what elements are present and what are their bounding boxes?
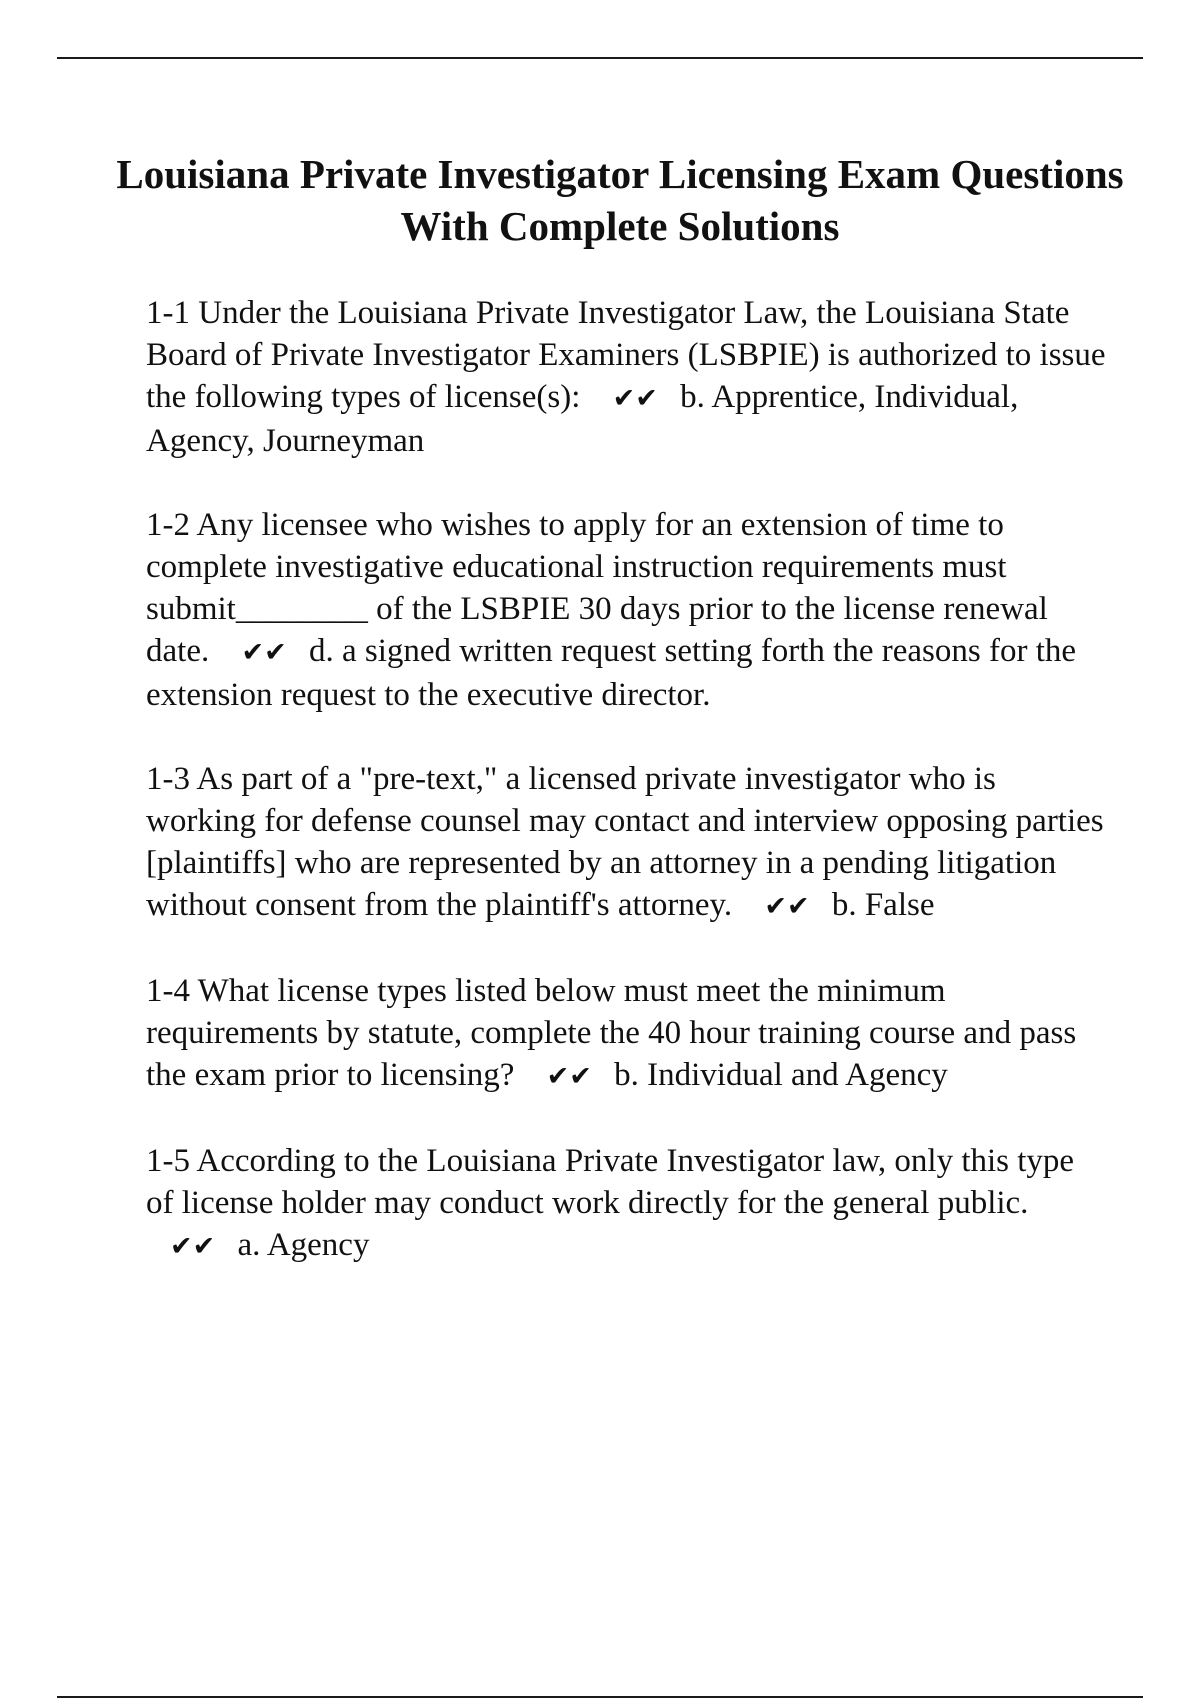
- qa-item-1-5: [146, 1140, 1106, 1268]
- question-text: 1-5 According to the Louisiana Private Investigator law, only this type of license holder may conduct work directly for the general public.: [146, 1143, 1075, 1221]
- footer-rule: [57, 1696, 1143, 1698]
- answer-text: b. Apprentice, Individual, Agency, Journeyman: [146, 379, 1019, 459]
- double-check-icon: ✔✔: [241, 637, 287, 668]
- double-check-icon: ✔✔: [612, 383, 658, 414]
- double-check-icon: ✔✔: [170, 1231, 216, 1262]
- qa-item-1-3: [146, 758, 1106, 928]
- answer-text: b. Individual and Agency: [614, 1057, 948, 1093]
- answer-text: b. False: [831, 887, 935, 923]
- qa-item-1-4: [146, 970, 1106, 1098]
- question-text: 1-3 As part of a "pre-text," a licensed private investigator who is working for defense counsel may contact and interview opposing parties [plaintiffs] who are represented by an attorney in a pending litigation without consent from the plaintiff's attorney.: [146, 761, 1104, 923]
- answer-text: a. Agency: [237, 1227, 370, 1263]
- answer-text: d. a signed written request setting forth the reasons for the extension request to the executive director.: [146, 633, 1077, 713]
- question-text: 1-2 Any licensee who wishes to apply for an extension of time to complete investigative educational instruction requirements must submit________ of the LSBPIE 30 days prior to the license renewal date.: [146, 507, 1048, 669]
- header-rule: [57, 57, 1143, 59]
- qa-list: [146, 292, 1106, 1310]
- question-text: 1-1 Under the Louisiana Private Investigator Law, the Louisiana State Board of Private Investigator Examiners (LSBPIE) is authorized to issue the following types of license(s):: [146, 295, 1106, 415]
- qa-item-1-2: [146, 504, 1106, 716]
- qa-item-1-1: [146, 292, 1106, 462]
- double-check-icon: ✔✔: [546, 1061, 592, 1092]
- question-text: 1-4 What license types listed below must meet the minimum requirements by statute, complete the 40 hour training course and pass the exam prior to licensing?: [146, 973, 1077, 1093]
- document-title: Louisiana Private Investigator Licensing Exam Questions With Complete Solutions: [116, 151, 1124, 249]
- double-check-icon: ✔✔: [764, 891, 810, 922]
